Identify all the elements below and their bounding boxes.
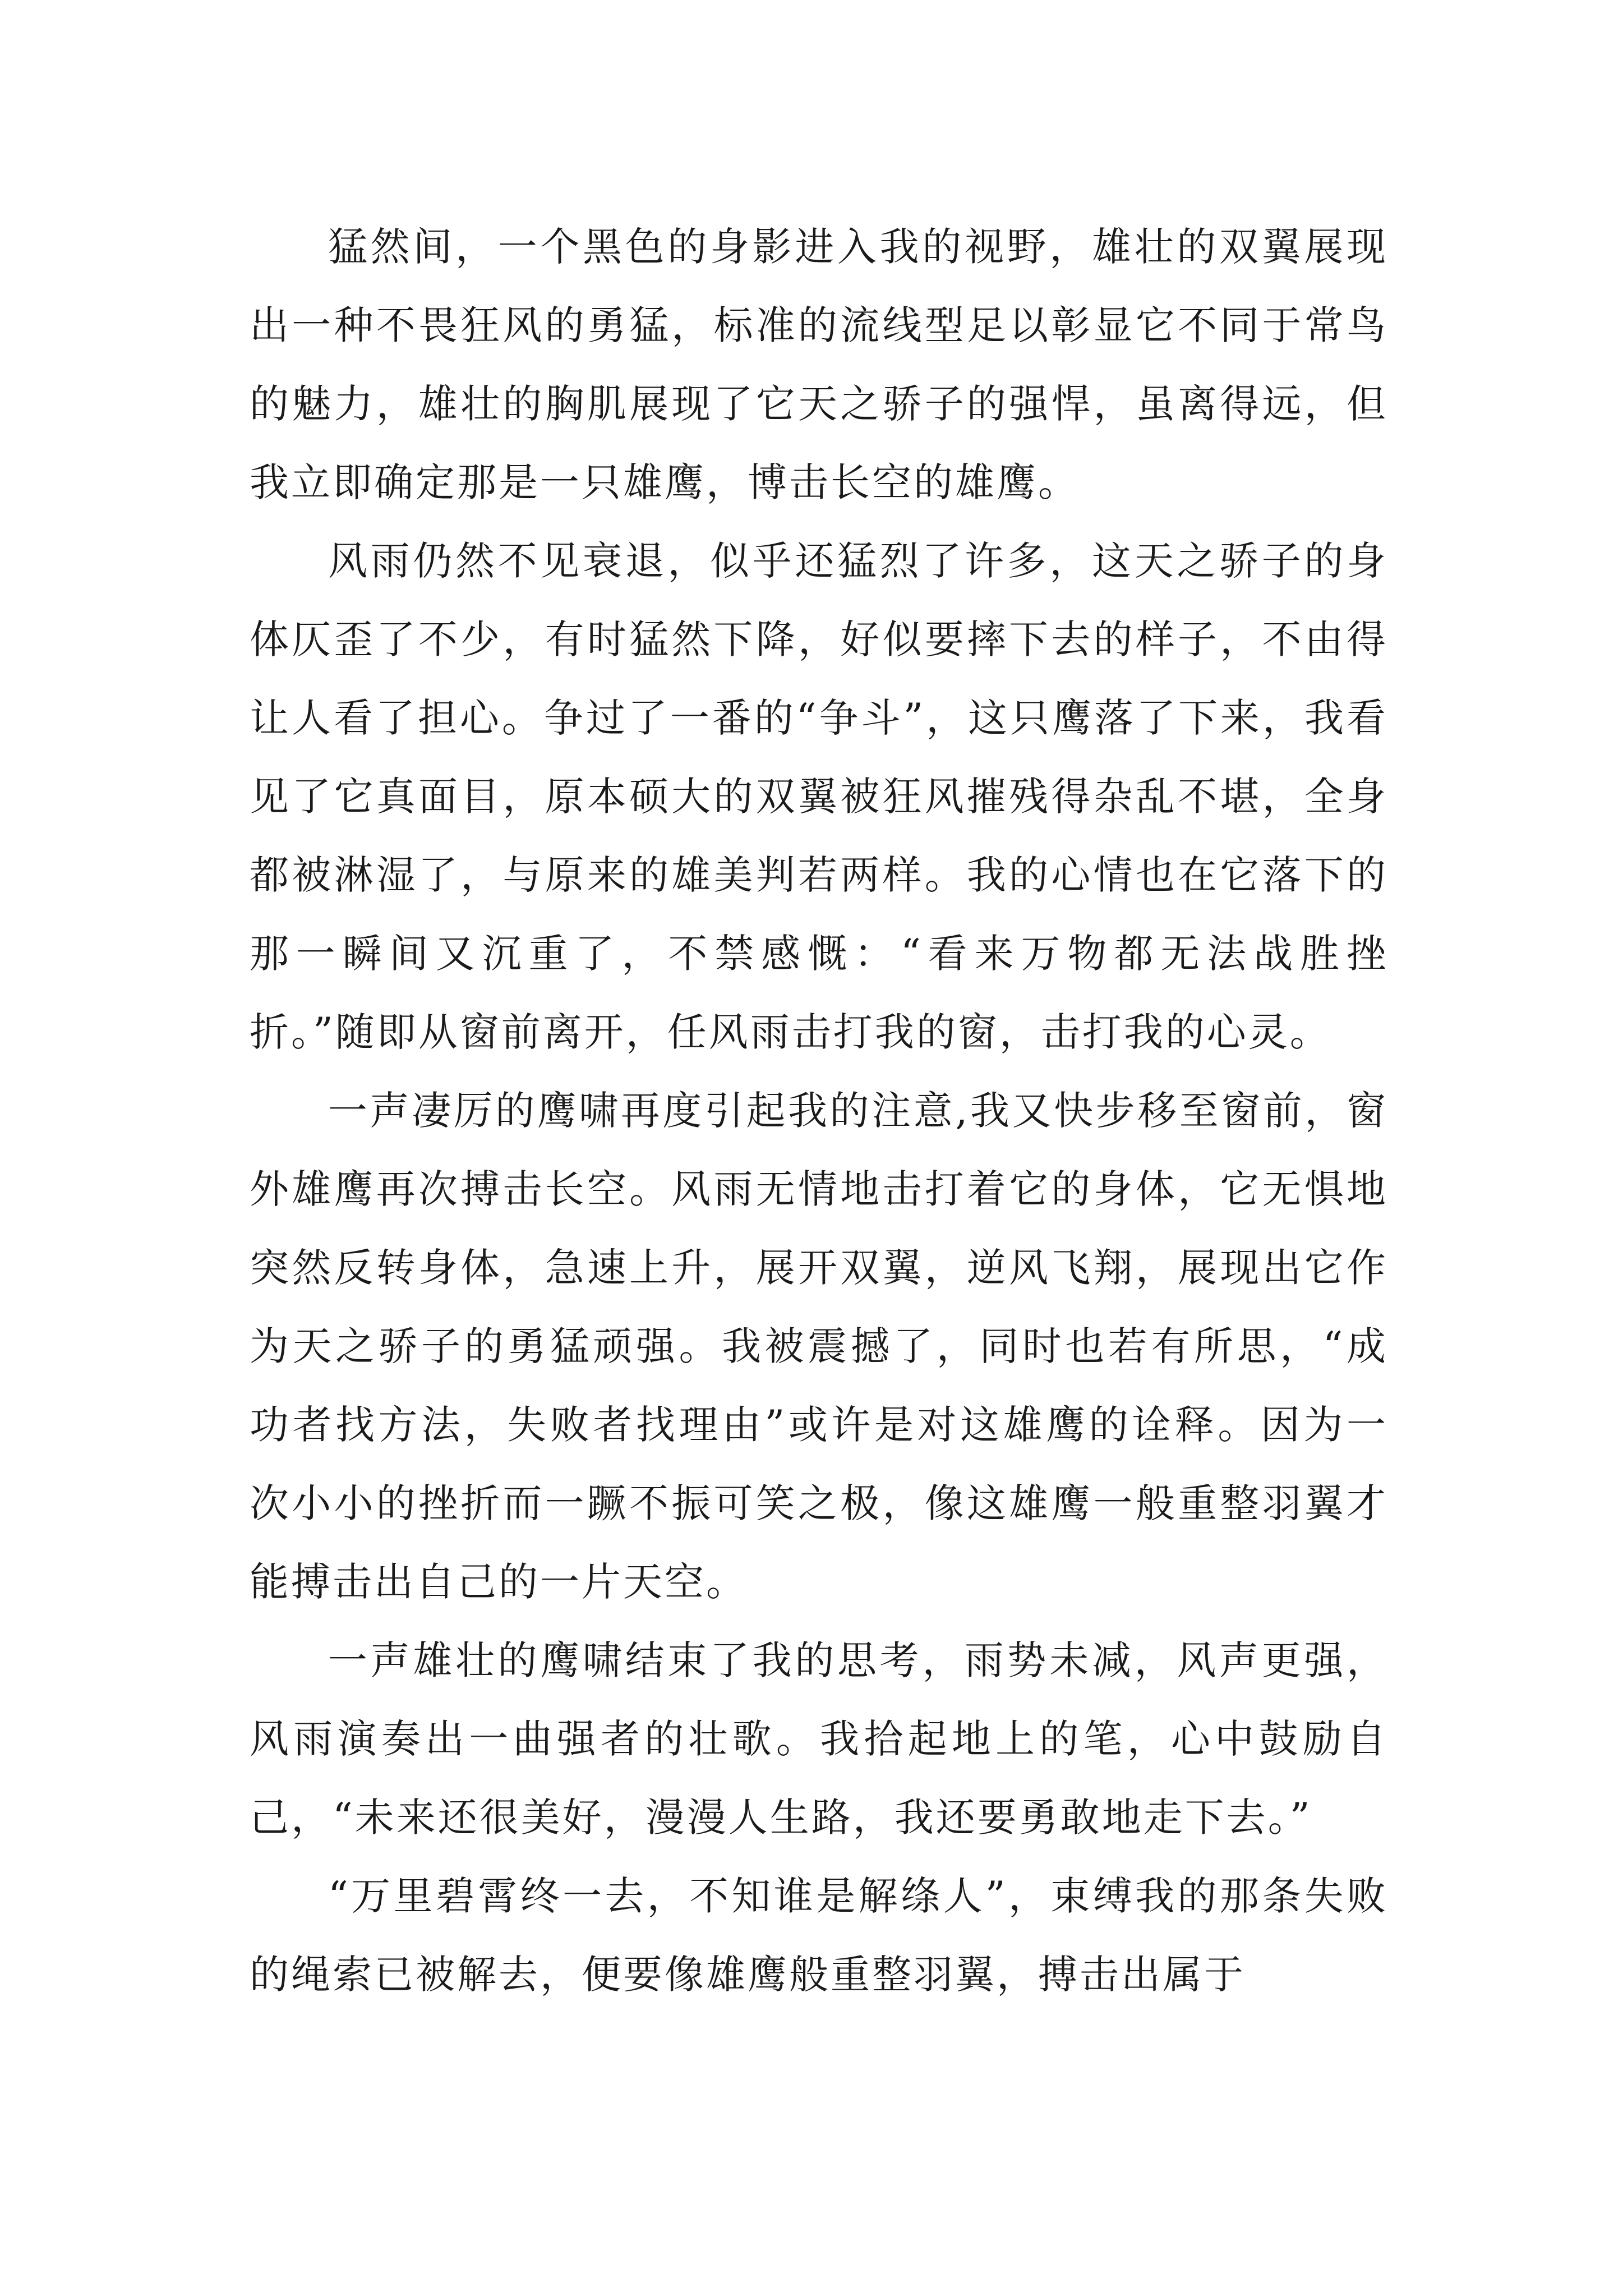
essay-body	[250, 208, 1388, 2014]
paragraph-4: 一声雄壮的鹰啸结束了我的思考，雨势未减，风声更强，风雨演奏出一曲强者的壮歌。我拾起地上的笔，心中鼓励自己，“未来还很美好，漫漫人生路，我还要勇敢地走下去。”	[250, 1637, 1388, 1841]
paragraph-5: “万里碧霄终一去，不知谁是解绦人”，束缚我的那条失败的绳索已被解去，便要像雄鹰般重整羽翼，搏击出属于	[250, 1873, 1388, 1998]
paragraph-3: 一声凄厉的鹰啸再度引起我的注意,我又快步移至窗前，窗外雄鹰再次搏击长空。风雨无情地击打着它的身体，它无惧地突然反转身体，急速上升，展开双翼，逆风飞翔，展现出它作为天之骄子的勇猛顽强。我被震撼了，同时也若有所思，“成功者找方法，失败者找理由”或许是对这雄鹰的诠释。因为一次小小的挫折而一蹶不振可笑之极，像这雄鹰一般重整羽翼才能搏击出自己的一片天空。	[250, 1088, 1388, 1605]
paragraph-2: 风雨仍然不见衰退，似乎还猛烈了许多，这天之骄子的身体仄歪了不少，有时猛然下降，好似要摔下去的样子，不由得让人看了担心。争过了一番的“争斗”，这只鹰落了下来，我看见了它真面目，原本硕大的双翼被狂风摧残得杂乱不堪，全身都被淋湿了，与原来的雄美判若两样。我的心情也在它落下的那一瞬间又沉重了，不禁感慨：“看来万物都无法战胜挫折。”随即从窗前离开，任风雨击打我的窗，击打我的心灵。	[250, 538, 1388, 1055]
paragraph-1: 猛然间，一个黑色的身影进入我的视野，雄壮的双翼展现出一种不畏狂风的勇猛，标准的流线型足以彰显它不同于常鸟的魅力，雄壮的胸肌展现了它天之骄子的强悍，虽离得远，但我立即确定那是一只雄鹰，博击长空的雄鹰。	[250, 224, 1388, 505]
